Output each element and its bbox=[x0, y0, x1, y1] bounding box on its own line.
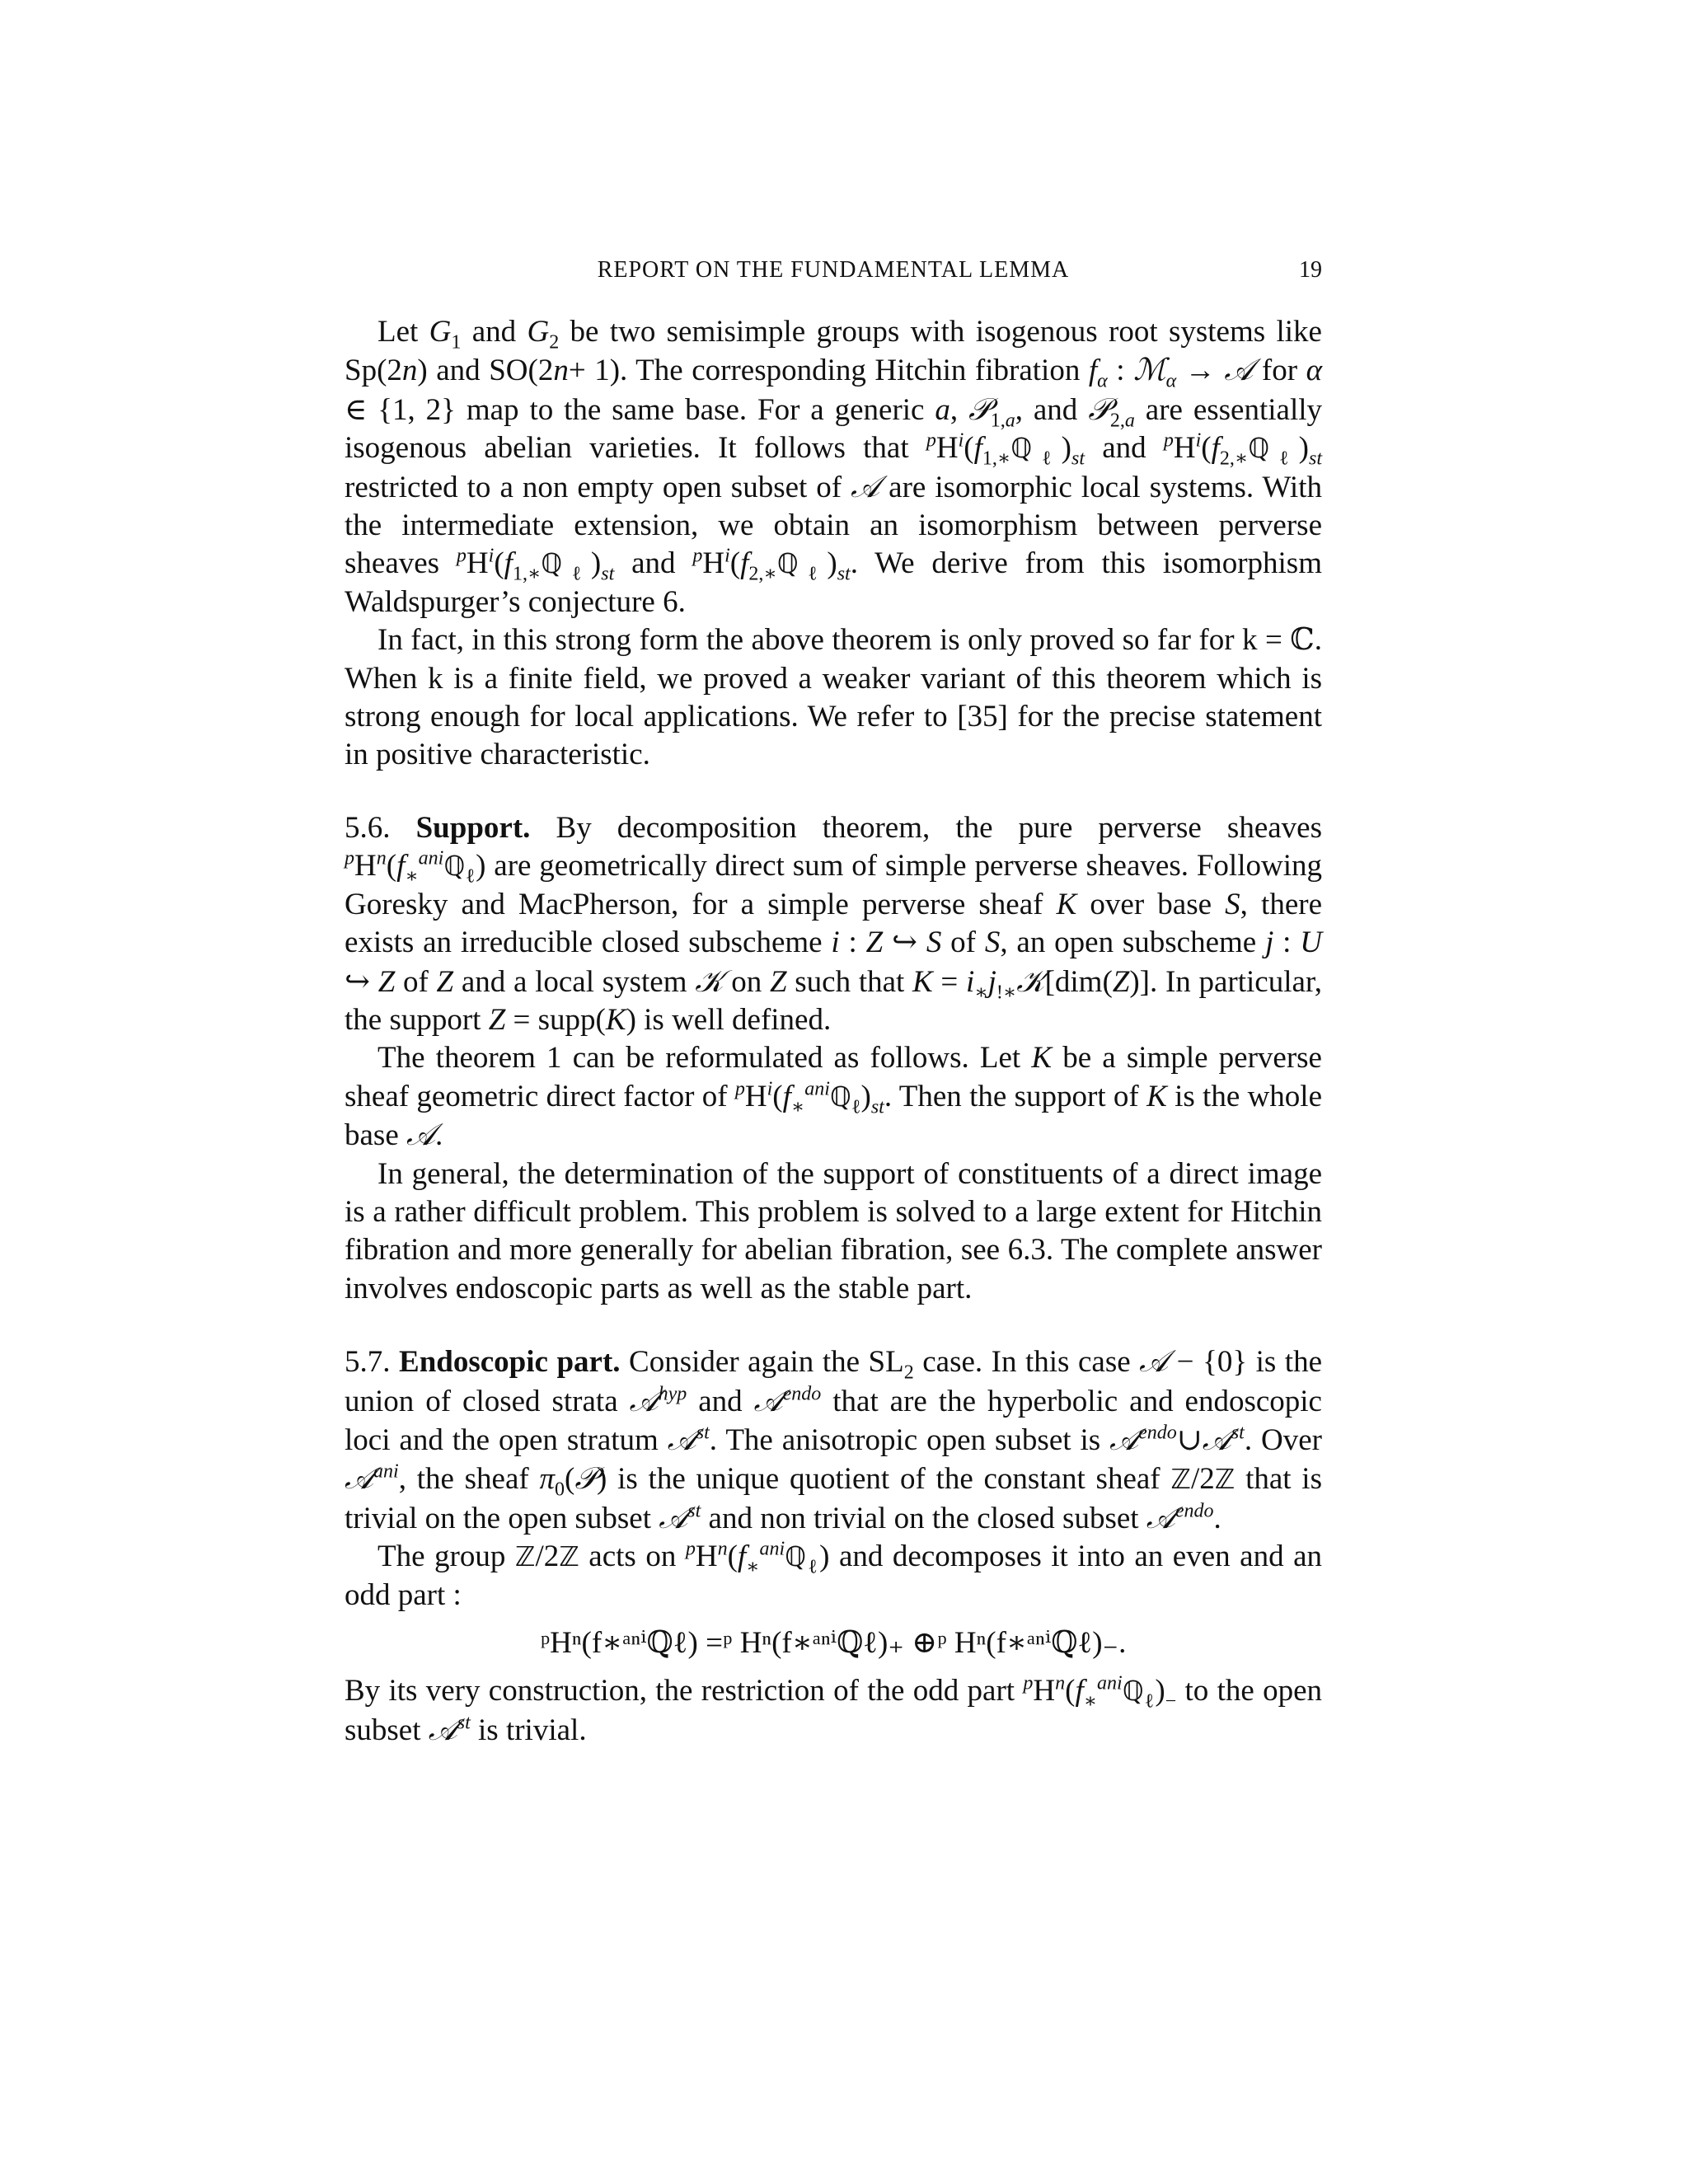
paragraph-general-determination: In general, the determination of the support of constituents of a direct image is a rather difficult problem. This problem is solved to a large extent for Hitchin fibration and more generally for abelian fibration, see 6.3. The complete answer involves endoscopic parts as well as the stable part. bbox=[345, 1156, 1322, 1305]
running-title: REPORT ON THE FUNDAMENTAL LEMMA bbox=[597, 257, 1070, 283]
running-header bbox=[345, 257, 1322, 290]
body-text bbox=[345, 313, 1322, 1750]
display-equation: ᵖHⁿ(f∗ᵃⁿⁱℚℓ) =ᵖ Hⁿ(f∗ᵃⁿⁱℚℓ)₊ ⊕ᵖ Hⁿ(f∗ᵃⁿⁱℚℓ)₋. bbox=[540, 1626, 1127, 1660]
section-5-7-endoscopic-part: 5.7. Endoscopic part. Consider again the $SL_2$ case. In this case 𝒜 − {0} is the union of closed strata 𝒜$^{hyp}$ and 𝒜$^{endo}$ that are the hyperbolic and endoscopic loci and the open stratum 𝒜$^{st}$. The anisotropic open subset is 𝒜$^{endo}$∪𝒜$^{st}$. Over 𝒜$^{ani}$, the sheaf $\pi_0(𝒫)$ is the unique quotient of the constant sheaf ℤ/2ℤ that is trivial on the open subset 𝒜$^{st}$ and non trivial on the closed subset 𝒜$^{endo}$. bbox=[345, 1343, 1323, 1535]
section-number: 5.6. bbox=[345, 810, 391, 845]
section-title: Support. bbox=[415, 810, 531, 845]
paragraph-theorem-reformulated: The theorem 1 can be reformulated as follows. Let K be a simple perverse sheaf geometric direct factor of $^pH^i(f_∗^{ani}ℚ_\ell)_{st}$. Then the support of K is the whole base 𝒜. bbox=[345, 1041, 1322, 1153]
page-number: 19 bbox=[1299, 257, 1322, 283]
paragraph-isogenous-groups: Let $G_1$ and $G_2$ be two semisimple groups with isogenous root systems like Sp(2n) and SO(2n+ 1). The corresponding Hitchin fibration $f_\alpha$ : ℳ$_\alpha$ → 𝒜 for α ∈ {1, 2} map to the same base. For a generic a, 𝒫$_{1,a}$, and 𝒫$_{2,a}$ are essentially isogenous abelian varieties. It follows that $^pH^i(f_{1,∗}ℚ_\ell)_{st}$ and $^pH^i(f_{2,∗}ℚ_\ell)_{st}$ restricted to a non empty open subset of 𝒜 are isomorphic local systems. With the intermediate extension, we obtain an isomorphism between perverse sheaves $^pH^i(f_{1,∗}ℚ_\ell)_{st}$ and $^pH^i(f_{2,∗}ℚ_\ell)_{st}$. We derive from this isomorphism Waldspurger’s conjecture 6. bbox=[345, 315, 1323, 619]
section-5-6-support: 5.6. Support. By decomposition theorem, the pure perverse sheaves $^pH^n(f_∗^{ani}ℚ_\ell)$ are geometrically direct sum of simple perverse sheaves. Following Goresky and MacPherson, for a simple perverse sheaf K over base S, there exists an irreducible closed subscheme i : Z ↪ S of S, an open subscheme j : U ↪ Z of Z and a local system 𝒦 on Z such that $K = i_∗j_{!∗}𝒦[dim(Z)]$. In particular, the support Z = supp(K) is well defined. bbox=[345, 810, 1323, 1037]
paragraph-group-action: The group ℤ/2ℤ acts on $^pH^n(f_∗^{ani}ℚ_\ell)$ and decomposes it into an even and an odd part : bbox=[345, 1538, 1322, 1612]
paragraph-odd-part: By its very construction, the restriction of the odd part $^pH^n(f_∗^{ani}ℚ_\ell)_-$ to the open subset 𝒜$^{st}$ is trivial. bbox=[345, 1673, 1323, 1747]
section-number: 5.7. bbox=[345, 1345, 391, 1380]
section-title: Endoscopic part. bbox=[399, 1345, 621, 1380]
paragraph-strong-form: In fact, in this strong form the above theorem is only proved so far for k = ℂ. When k is a finite field, we proved a weaker variant of this theorem which is strong enough for local applications. We refer to [35] for the precise statement in positive characteristic. bbox=[345, 623, 1322, 772]
